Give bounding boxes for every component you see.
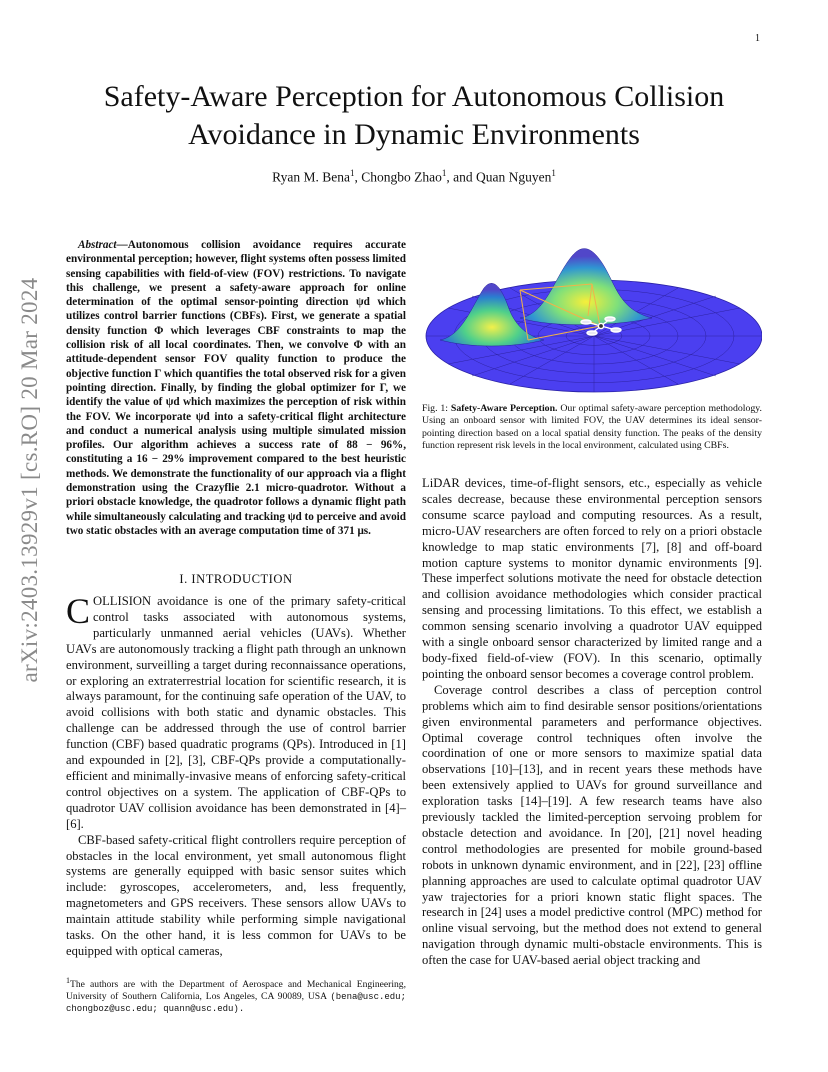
footnote-text: The authors are with the Department of Aerospace and Mechanical Engineering, University of Southern California, Los Angeles, CA 90089, USA (66, 979, 406, 1002)
caption-title: Safety-Aware Perception. (450, 403, 558, 414)
right-paragraph-2: Coverage control describes a class of perception control problems which aim to find desirable sensor positions/orientations given environmental parameters and performance objectives. Optimal coverage control techniques often involve the coordination of one or more sensors to maximize spatial data observations [10]–[13], and in recent years these methods have been extensively applied to UAVs for ground surveillance and exploration tasks [14]–[19]. A few research teams have also previously tackled the limited-perception servoing problem for obstacle detection and avoidance. In [20], [21] novel heading control methodologies are presented for mobile ground-based robots in unknown dynamic environment, and in [22], [23] offline planning approaches are used to calculate optimal quadrotor UAV yaw trajectories for a priori known static flight spaces. The research in [24] uses a model predictive control (MPC) method for online visual servoing, but the method does not extend to general navigation through dynamic multi-obstacle environments. This is often the case for UAV-based aerial object tracking and (422, 682, 762, 968)
right-paragraph-1: LiDAR devices, time-of-flight sensors, etc., especially as vehicle scales decrease, because these environmental perception sensors consume scarce payload and computing resources. As a result, micro-UAV researchers are often forced to rely on a priori obstacle knowledge to map static environments [7], [8] and off-board motion capture systems to monitor dynamic environments [9]. These imperfect solutions motivate the need for obstacle detection and collision avoidance methodologies which consider practical sensing and processing limitations. To this effect, we establish a common sensing scenario involving a quadrotor UAV equipped with a single onboard sensor characterized by limited range and a body-fixed field-of-view (FOV). In this scenario, optimally pointing the onboard sensor becomes a coverage control problem. (422, 476, 762, 681)
author-name: Ryan M. Bena (272, 169, 350, 185)
intro-paragraph-2: CBF-based safety-critical flight controllers require perception of obstacles in the local environment, yet small autonomous flight systems are generally equipped with basic sensor suites which include: gyroscopes, accelerometers, and, less frequently, magnetometers and GPS receivers. These sensors allow UAVs to maintain attitude stability while performing simple navigational tasks. On the other hand, it is less common for UAVs to be equipped with optical cameras, (66, 832, 406, 958)
caption-text: Our optimal safety-aware perception methodology. Using an onboard sensor with limited FOV, the UAV determines its ideal sensor-pointing direction based on a local spatial density function. The peaks of the density function represent risk levels in the local environment, calculated using CBFs. (422, 403, 762, 452)
footnote-mark: 1 (66, 976, 70, 985)
abstract (66, 238, 406, 538)
author-name: Quan Nguyen (475, 169, 552, 185)
paper-title: Safety-Aware Perception for Autonomous Collision Avoidance in Dynamic Environments (103, 80, 725, 151)
footnote-emails: (bena@usc.edu; chongboz@usc.edu; quann@usc.edu). (66, 991, 406, 1015)
intro-paragraph-1 (66, 591, 406, 833)
author-name: Chongbo Zhao (361, 169, 442, 185)
page-number: 1 (755, 33, 760, 44)
author-affiliation: 1 (551, 168, 556, 178)
author-affiliation: 1 (349, 168, 355, 178)
abstract-label: Abstract (78, 239, 117, 251)
author-separator: , (354, 169, 362, 185)
abstract-text: —Autonomous collision avoidance requires accurate environmental perception; however, flight systems often possess limited sensing capabilities with field-of-view (FOV) restrictions. To navigate this challenge, we present a safety-aware approach for online determination of the optimal sensor-pointing direction ψd which utilizes control barrier functions (CBFs). First, we generate a spatial density function Φ which leverages CBF constraints to map the collision risk of all local coordinates. Then, we convolve Φ with an attitude-dependent sensor FOV quality function to produce the objective function Γ which quantifies the total observed risk for a given pointing direction. Finally, by finding the global optimizer for Γ, we identify the value of ψd which maximizes the perception of risk within the FOV. We incorporate ψd into a safety-critical flight architecture and conduct a numerical analysis using multiple simulated mission profiles. Our algorithm achieves a success rate of 88 − 96%, constituting a 16 − 29% improvement compared to the best heuristic methods. We demonstrate the functionality of our approach via a flight demonstration using the Crazyflie 2.1 micro-quadrotor. Without a priori obstacle knowledge, the quadrotor follows a dynamic flight path while simultaneously calculating and tracking ψd to perceive and avoid two static obstacles with an average computation time of 371 μs. (66, 239, 406, 537)
arxiv-identifier: arXiv:2403.13929v1 [cs.RO] 20 Mar 2024 (17, 277, 42, 683)
drop-cap: C (66, 591, 91, 631)
figure-density-function (422, 236, 762, 396)
author-affiliation: 1 (441, 168, 447, 178)
intro-column (66, 591, 406, 960)
right-column (422, 476, 762, 969)
author-list (60, 168, 768, 186)
author-separator: , and (446, 169, 476, 185)
intro-paragraph-1-text: OLLISION avoidance is one of the primary safety-critical control tasks associated with autonomous systems, particularly unmanned aerial vehicles (UAVs). Whether UAVs are autonomously tracking a flight path through an unknown environment, surveilling a target during reconnaissance operations, or exploring an extraterrestrial location for scientific research, it is always paramount, for the continuing safe operation of the UAV, to avoid collisions with both static and dynamic obstacles. This challenge can be addressed through the use of control barrier function (CBF) based quadratic programs (QPs). Introduced in [1] and expounded in [2], [3], CBF-QPs provide a computationally-efficient and minimally-invasive means of enforcing safety-critical control objectives on a system. The application of CBF-QPs to quadrotor UAV collision avoidance has been demonstrated in [4]–[6]. (66, 594, 406, 831)
figure-caption (422, 403, 762, 453)
arxiv-sidebar (10, 200, 50, 760)
footnote (66, 975, 406, 1016)
section-heading: I. INTRODUCTION (179, 572, 293, 586)
caption-label: Fig. 1: (422, 403, 449, 414)
